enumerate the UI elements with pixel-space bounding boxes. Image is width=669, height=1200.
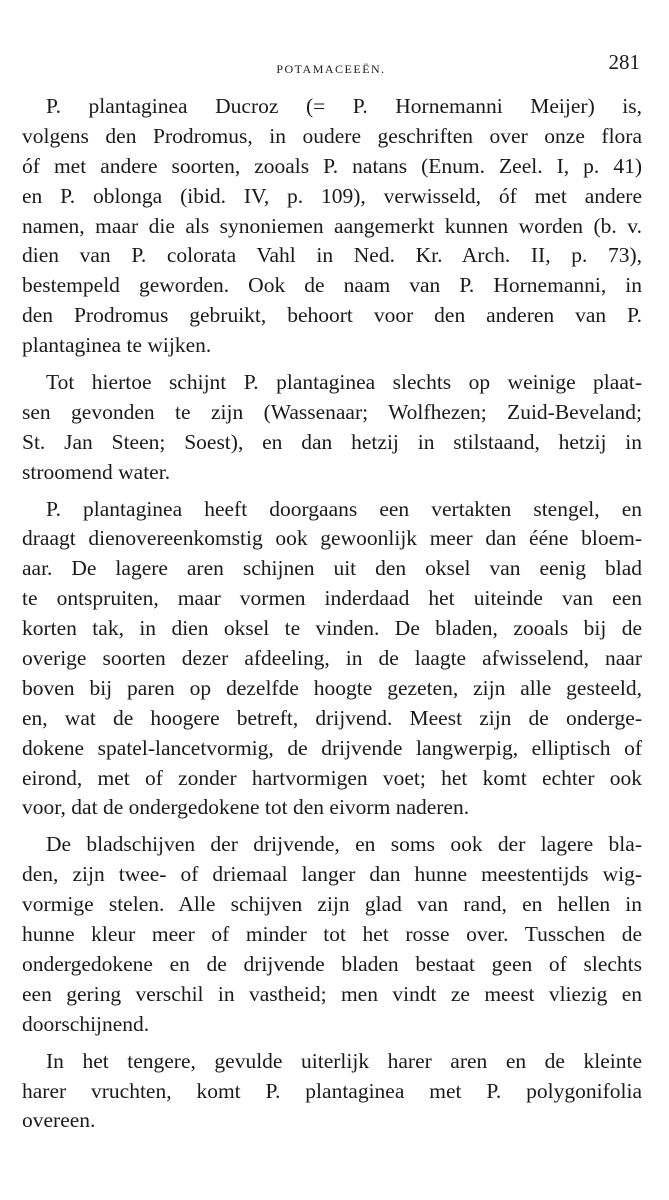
text-line: doorschijnend. bbox=[22, 1011, 150, 1036]
text-line: draagt dienovereenkomstig ook gewoonlijk meer dan ééne bloem- bbox=[22, 526, 642, 551]
text-line: voor, dat de ondergedokene tot den eivorm naderen. bbox=[22, 795, 470, 820]
text-line: korten tak, in dien oksel te vinden. De bladen, zooals bij de bbox=[22, 616, 642, 641]
text-line: óf met andere soorten, zooals P. natans (Enum. Zeel. I, p. 41) bbox=[22, 153, 642, 178]
text-line: volgens den Prodromus, in oudere geschriften over onze flora bbox=[22, 123, 642, 148]
paragraph-gap bbox=[22, 823, 642, 830]
paragraph bbox=[22, 495, 642, 824]
body-text bbox=[22, 92, 642, 1136]
text-line: aar. De lagere aren schijnen uit den oksel van eenig blad bbox=[22, 556, 642, 581]
text-line: Tot hiertoe schijnt P. plantaginea slechts op weinige plaat- bbox=[46, 370, 642, 395]
text-line: overige soorten dezer afdeeling, in de laagte afwisselend, naar bbox=[22, 646, 642, 671]
paragraph bbox=[22, 368, 642, 488]
paragraph bbox=[22, 92, 642, 361]
text-line: vormige stelen. Alle schijven zijn glad van rand, en hellen in bbox=[22, 892, 642, 917]
text-line: P. plantaginea Ducroz (= P. Hornemanni Meijer) is, bbox=[46, 94, 642, 118]
text-line: hunne kleur meer of minder tot het rosse over. Tusschen de bbox=[22, 922, 642, 947]
text-line: sen gevonden te zijn (Wassenaar; Wolfhezen; Zuid-Beveland; bbox=[22, 399, 642, 424]
text-line: te ontspruiten, maar vormen inderdaad het uiteinde van een bbox=[22, 586, 642, 611]
paragraph-gap bbox=[22, 361, 642, 368]
text-line: den, zijn twee- of driemaal langer dan hunne meestentijds wig- bbox=[22, 862, 642, 887]
text-line: harer vruchten, komt P. plantaginea met P. polygonifolia bbox=[22, 1078, 642, 1103]
text-line: In het tengere, gevulde uiterlijk harer aren en de kleinte bbox=[46, 1048, 642, 1073]
text-line: P. plantaginea heeft doorgaans een vertakten stengel, en bbox=[46, 496, 642, 521]
text-line: overeen. bbox=[22, 1108, 96, 1133]
text-line: plantaginea te wijken. bbox=[22, 333, 212, 358]
text-line: en, wat de hoogere betreft, drijvend. Meest zijn de onderge- bbox=[22, 705, 642, 730]
paragraph bbox=[22, 830, 642, 1039]
text-line: een gering verschil in vastheid; men vindt ze meest vliezig en bbox=[22, 981, 642, 1006]
text-line: den Prodromus gebruikt, behoort voor den anderen van P. bbox=[22, 303, 642, 328]
text-line: dokene spatel-lancetvormig, de drijvende langwerpig, elliptisch of bbox=[22, 735, 642, 760]
text-line: ondergedokene en de drijvende bladen bestaat geen of slechts bbox=[22, 951, 642, 976]
text-line: boven bij paren op dezelfde hoogte gezeten, zijn alle gesteeld, bbox=[22, 675, 642, 700]
text-line: stroomend water. bbox=[22, 459, 171, 484]
text-line: dien van P. colorata Vahl in Ned. Kr. Arch. II, p. 73), bbox=[22, 243, 642, 268]
running-head: POTAMACEEËN. bbox=[276, 62, 386, 76]
paragraph-gap bbox=[22, 488, 642, 495]
text-line: De bladschijven der drijvende, en soms ook der lagere bla- bbox=[46, 832, 642, 857]
text-line: en P. oblonga (ibid. IV, p. 109), verwisseld, óf met andere bbox=[22, 183, 642, 208]
paragraph bbox=[22, 1047, 642, 1137]
text-line: eirond, met of zonder hartvormigen voet; het komt echter ook bbox=[22, 765, 642, 790]
paragraph-gap bbox=[22, 1040, 642, 1047]
text-line: namen, maar die als synoniemen aangemerkt kunnen worden (b. v. bbox=[22, 213, 642, 238]
page-header bbox=[22, 48, 640, 84]
text-line: St. Jan Steen; Soest), en dan hetzij in stilstaand, hetzij in bbox=[22, 429, 642, 454]
text-line: bestempeld geworden. Ook de naam van P. Hornemanni, in bbox=[22, 273, 642, 298]
page-number: 281 bbox=[608, 50, 640, 74]
